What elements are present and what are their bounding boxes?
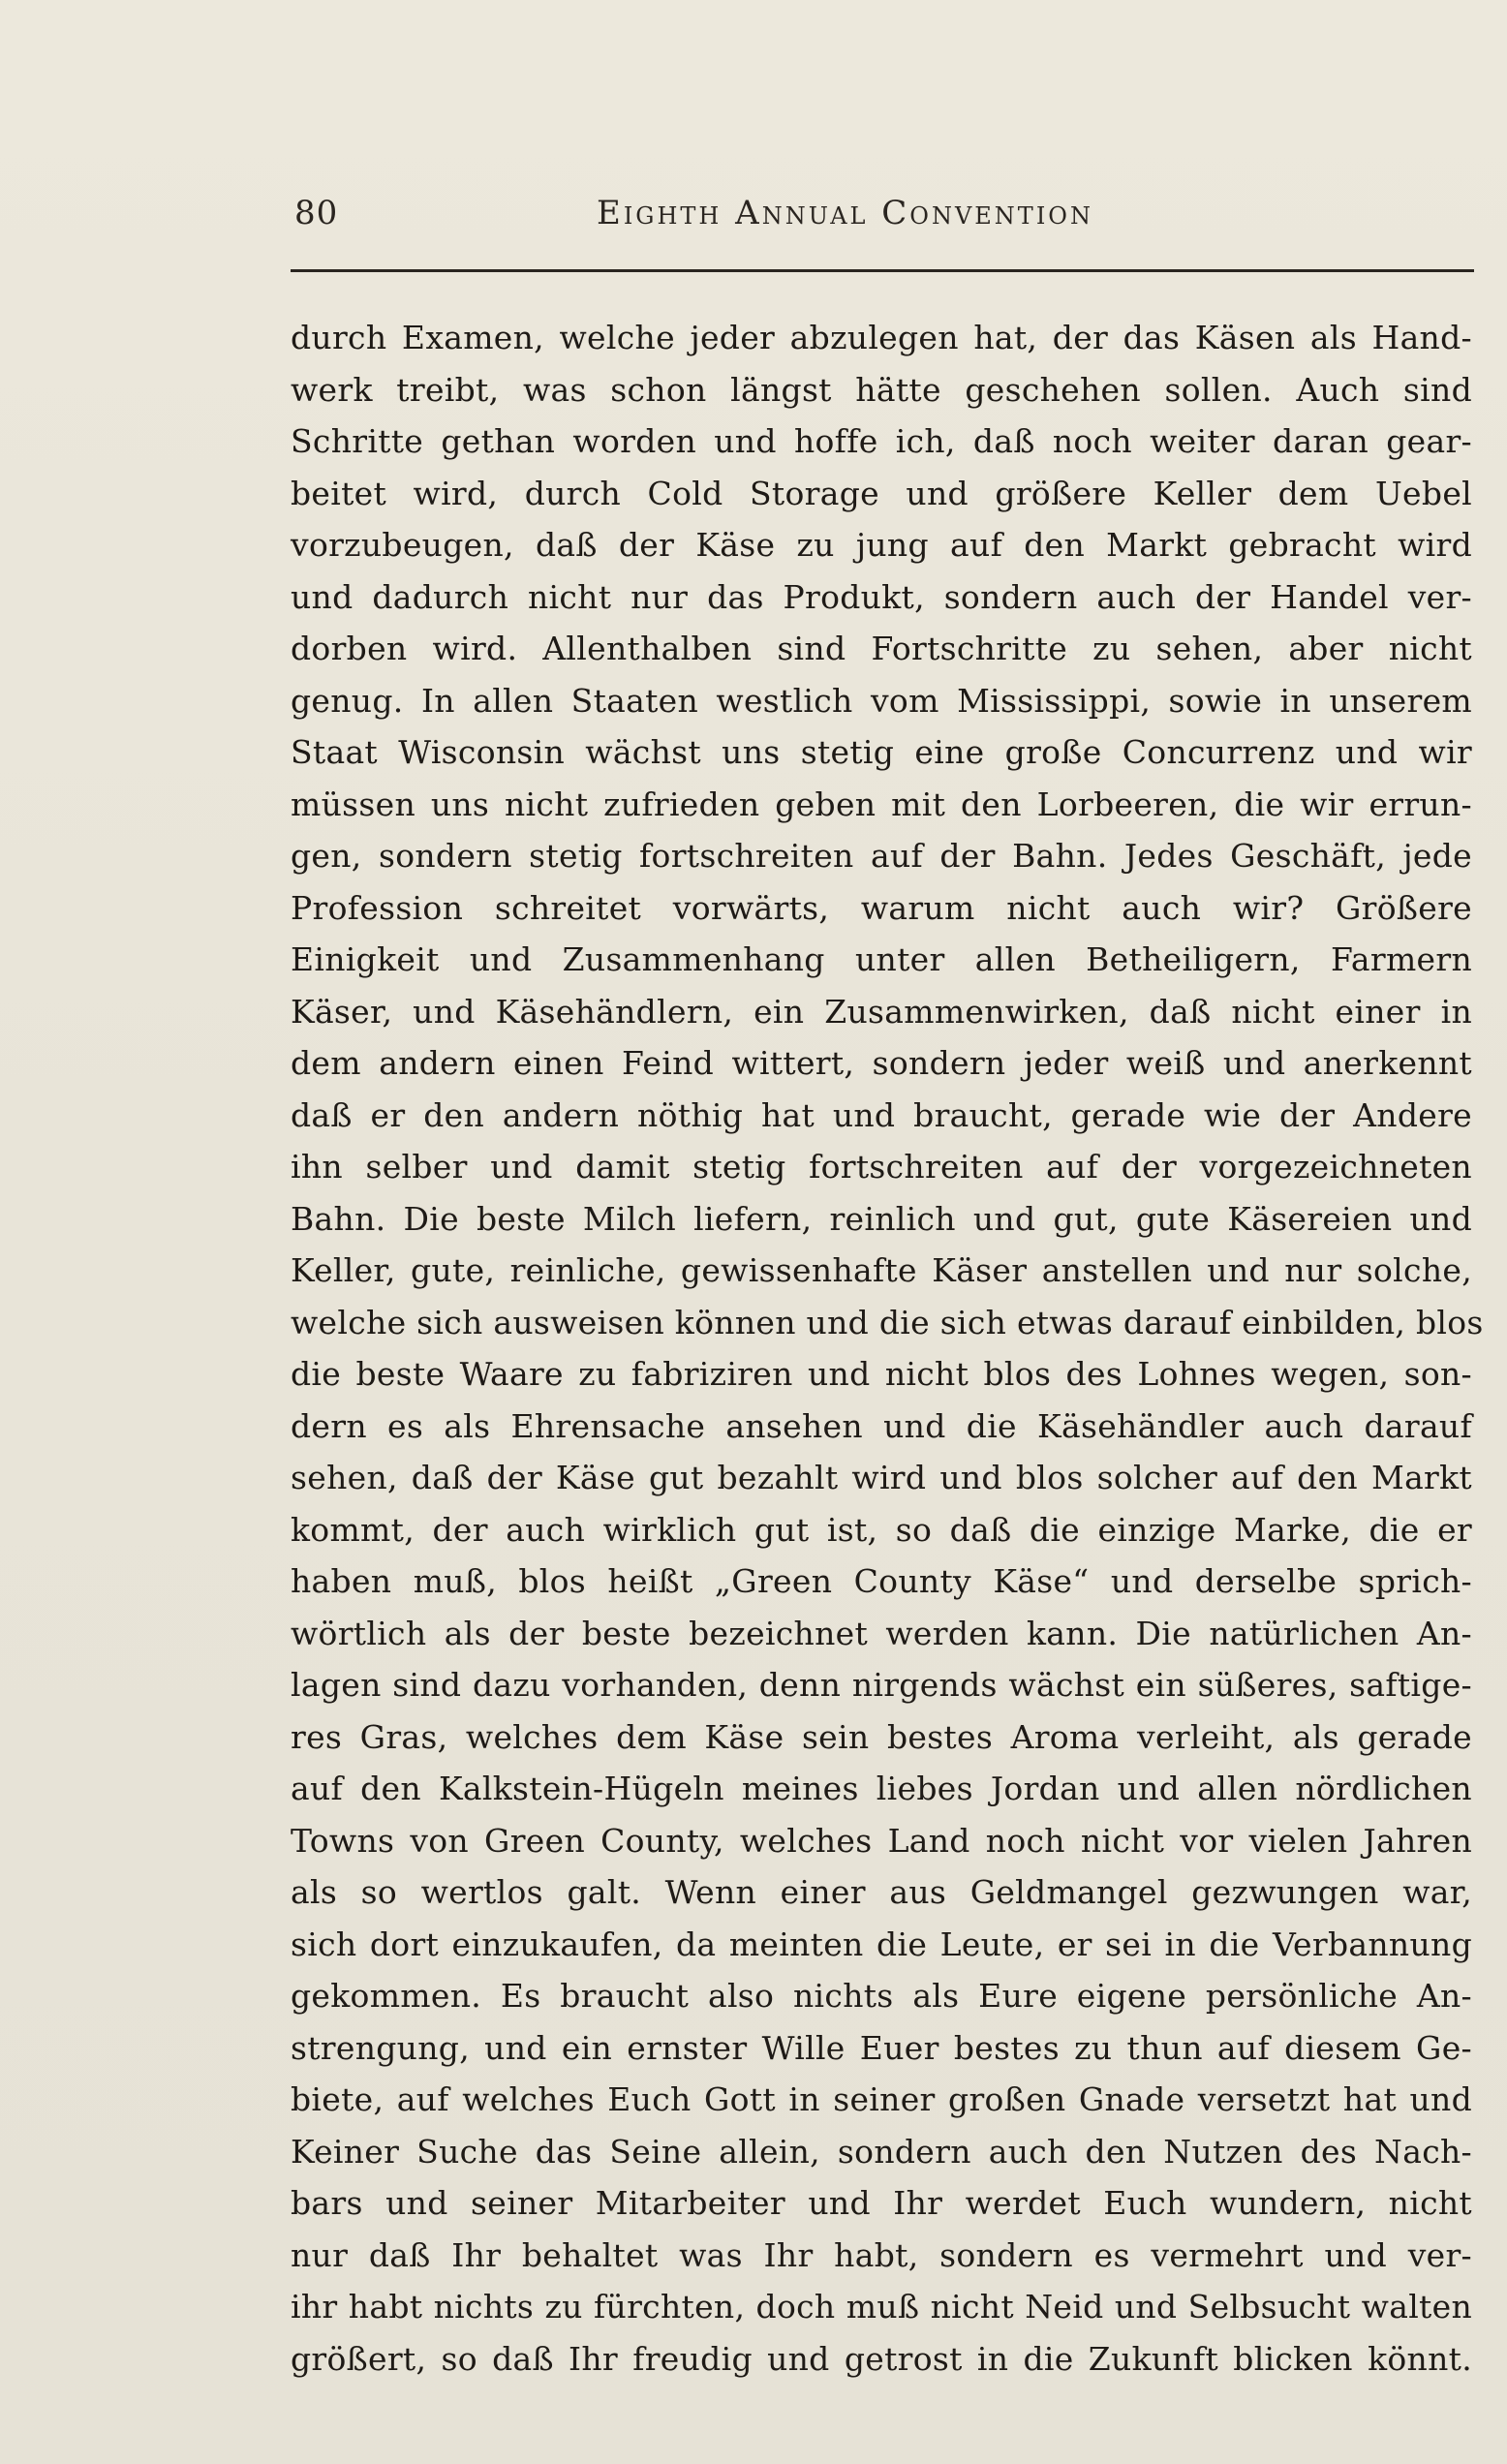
text-line: durch Examen, welche jeder abzulegen hat, der das Käsen als Hand- xyxy=(291,319,1472,356)
body-text xyxy=(291,312,1484,2385)
text-line: die beste Waare zu fabriziren und nicht blos des Lohnes wegen, son- xyxy=(291,1355,1472,1393)
page-header xyxy=(294,194,1472,252)
text-line: strengung, und ein ernster Wille Euer bestes zu thun auf diesem Ge- xyxy=(291,2028,1472,2067)
text-line: Towns von Green County, welches Land noch nicht vor vielen Jahren xyxy=(291,1821,1472,1860)
header-rule xyxy=(291,269,1474,272)
text-line: Einigkeit und Zusammenhang unter allen Betheiligern, Farmern xyxy=(291,940,1472,978)
text-line: gen, sondern stetig fortschreiten auf der Bahn. Jedes Geschäft, jede xyxy=(291,837,1472,875)
text-line: wörtlich als der beste bezeichnet werden kann. Die natürlichen An- xyxy=(291,1614,1472,1652)
text-line: genug. In allen Staaten westlich vom Mississippi, sowie in unserem xyxy=(291,681,1472,720)
text-line: Staat Wisconsin wächst uns stetig eine große Concurrenz und wir xyxy=(291,733,1472,771)
text-line: biete, auf welches Euch Gott in seiner großen Gnade versetzt hat und xyxy=(291,2080,1472,2118)
text-line: res Gras, welches dem Käse sein bestes Aroma verleiht, als gerade xyxy=(291,1717,1472,1756)
text-line: dern es als Ehrensache ansehen und die Käsehändler auch darauf xyxy=(291,1406,1472,1445)
text-line: Käser, und Käsehändlern, ein Zusammenwirken, daß nicht einer in xyxy=(291,992,1472,1031)
text-line: sich dort einzukaufen, da meinten die Leute, er sei in die Verbannung xyxy=(291,1925,1472,1963)
page-number: 80 xyxy=(294,194,339,232)
text-line: ihn selber und damit stetig fortschreiten auf der vorgezeichneten xyxy=(291,1148,1472,1186)
text-line: Keiner Suche das Seine allein, sondern auch den Nutzen des Nach- xyxy=(291,2132,1472,2171)
text-line: kommt, der auch wirklich gut ist, so daß die einzige Marke, die er xyxy=(291,1510,1472,1549)
text-line: Profession schreitet vorwärts, warum nicht auch wir? Größere xyxy=(291,888,1472,927)
text-line: Schritte gethan worden und hoffe ich, daß noch weiter daran gear- xyxy=(291,422,1472,460)
text-line: daß er den andern nöthig hat und braucht, gerade wie der Andere xyxy=(291,1095,1472,1134)
text-line: beitet wird, durch Cold Storage und größere Keller dem Uebel xyxy=(291,474,1472,512)
text-line: müssen uns nicht zufrieden geben mit den Lorbeeren, die wir errun- xyxy=(291,785,1472,823)
text-line: sehen, daß der Käse gut bezahlt wird und blos solcher auf den Markt xyxy=(291,1459,1472,1496)
text-line: dorben wird. Allenthalben sind Fortschritte zu sehen, aber nicht xyxy=(291,630,1472,667)
text-line: welche sich ausweisen können und die sich etwas darauf einbilden, blos xyxy=(291,1303,1484,1341)
text-line: größert, so daß Ihr freudig und getrost in die Zukunft blicken könnt. xyxy=(291,2339,1472,2378)
running-head: Eighth Annual Convention xyxy=(597,194,1093,232)
text-line: und dadurch nicht nur das Produkt, sondern auch der Handel ver- xyxy=(291,577,1472,616)
text-line: lagen sind dazu vorhanden, denn nirgends wächst ein süßeres, saftige- xyxy=(291,1666,1472,1704)
text-line: Keller, gute, reinliche, gewissenhafte Käser anstellen und nur solche, xyxy=(291,1251,1472,1289)
text-line: haben muß, blos heißt „Green County Käse“ und derselbe sprich- xyxy=(291,1562,1472,1600)
text-line: auf den Kalkstein-Hügeln meines liebes Jordan und allen nördlichen xyxy=(291,1770,1472,1807)
text-line: als so wertlos galt. Wenn einer aus Geldmangel gezwungen war, xyxy=(291,1873,1472,1911)
text-line: werk treibt, was schon längst hätte geschehen sollen. Auch sind xyxy=(291,370,1472,409)
text-line: ihr habt nichts zu fürchten, doch muß nicht Neid und Selbsucht walten xyxy=(291,2288,1472,2325)
text-line: bars und seiner Mitarbeiter und Ihr werdet Euch wundern, nicht xyxy=(291,2184,1472,2222)
text-line: vorzubeugen, daß der Käse zu jung auf den Markt gebracht wird xyxy=(291,526,1472,564)
text-line: gekommen. Es braucht also nichts als Eure eigene persönliche An- xyxy=(291,1977,1472,2015)
text-line: dem andern einen Feind wittert, sondern jeder weiß und anerkennt xyxy=(291,1044,1472,1082)
text-line: nur daß Ihr behaltet was Ihr habt, sondern es vermehrt und ver- xyxy=(291,2235,1472,2274)
text-line: Bahn. Die beste Milch liefern, reinlich und gut, gute Käsereien und xyxy=(291,1199,1472,1238)
